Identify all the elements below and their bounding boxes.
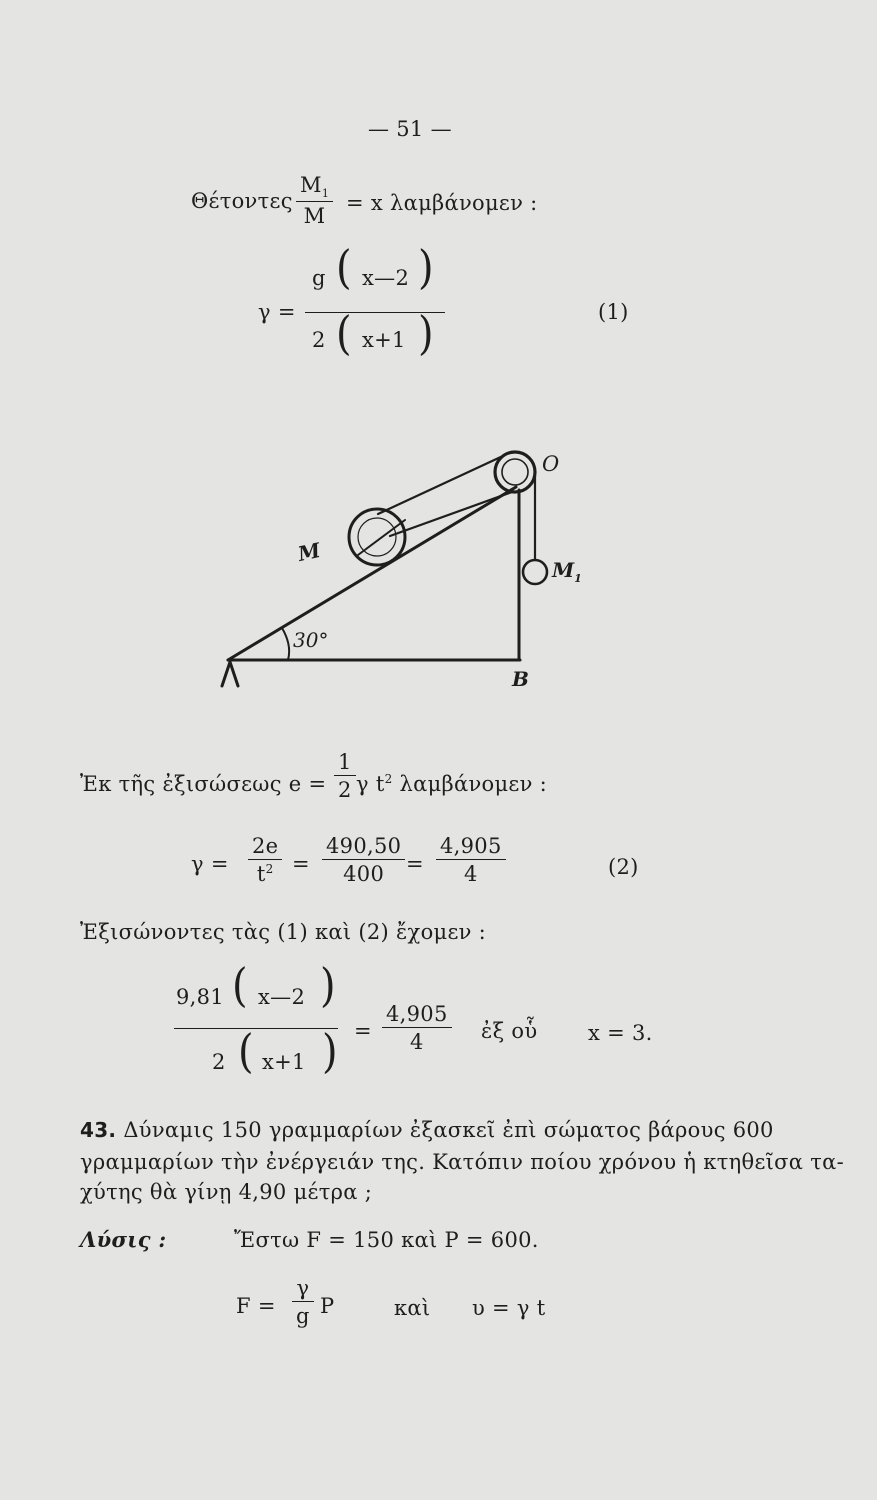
eq1-den-paren-content: x+1 [362, 328, 406, 352]
eq3-num-coef: 9,81 [176, 985, 224, 1009]
from-eq-tail: λαμβάνομεν : [392, 772, 548, 796]
label-O: O [542, 452, 560, 476]
problem-number: 43. [80, 1118, 117, 1142]
one-half-numerator: 1 [338, 750, 352, 774]
solution-label: Λύσις : [80, 1227, 167, 1252]
eq1-den-paren-close: ) [418, 307, 434, 361]
mass-ratio-numerator: M [300, 173, 322, 197]
eq2-fraction-2 [322, 834, 405, 886]
from-eq-superscript: 2 [384, 772, 393, 786]
problem-line-1 [80, 1118, 774, 1142]
mass-M1 [523, 560, 547, 584]
rope-upper [378, 455, 505, 514]
one-half-fraction [334, 750, 356, 802]
formula-numerator: γ [296, 1276, 310, 1300]
eq3-from: ἐξ οὗ [481, 1019, 538, 1043]
angle-arc [282, 628, 289, 660]
eq2-f3-numerator: 4,905 [440, 834, 502, 858]
angle-label: 30° [293, 628, 329, 652]
formula-rhs: υ = γ t [472, 1296, 546, 1320]
incline-slope [228, 487, 516, 660]
page-number: — 51 — [368, 117, 452, 141]
formula-and: καὶ [394, 1296, 431, 1320]
formula-denominator: g [296, 1304, 310, 1328]
eq3-num-paren-open: ( [232, 959, 248, 1013]
eq3-equals: = [354, 1019, 372, 1043]
eq1-num-paren-open: ( [336, 241, 352, 295]
from-eq-rest [356, 772, 547, 796]
eq3-den-paren-open: ( [238, 1025, 254, 1079]
eq2-fraction-1 [248, 834, 282, 886]
eq3-right-fraction [382, 1002, 452, 1054]
label-M1 [552, 558, 582, 585]
point-A-mark [222, 662, 238, 686]
mass-ratio-denominator: M [303, 204, 326, 229]
label-B: B [512, 667, 529, 691]
label-A [222, 688, 223, 689]
formula-lhs: F = [236, 1294, 276, 1318]
from-eq-lead: Ἐκ τῆς ἐξισώσεως e = [80, 772, 327, 796]
eq2-f2-numerator: 490,50 [326, 834, 402, 858]
eq2-lhs: γ = [191, 852, 229, 876]
eq1-den-paren-open: ( [336, 307, 352, 361]
eq3-den-coef: 2 [212, 1050, 226, 1074]
eq2-fraction-3 [436, 834, 506, 886]
intro-rest: = x λαμβάνομεν : [346, 191, 538, 215]
mass-ratio-numerator-subscript: 1 [321, 187, 330, 201]
eq1-den-coef: 2 [312, 328, 326, 352]
eq3-num-paren-content: x—2 [258, 985, 306, 1009]
eq1-label: (1) [598, 300, 629, 324]
eq2-f1-denominator [253, 860, 278, 886]
eq2-f1-numerator: 2e [252, 834, 279, 858]
intro-lead: Θέτοντες [191, 189, 293, 213]
eq2-f1-den-base: t [256, 862, 266, 886]
eq3-r-denominator: 4 [409, 1030, 424, 1054]
formula-fraction [292, 1276, 314, 1328]
mass-ratio-fraction [296, 173, 333, 228]
eq1-num-paren-content: x—2 [362, 266, 410, 290]
problem-line-2: γραμμαρίων τὴν ἐνέργειάν της. Κατόπιν ποίου χρόνου ἡ κτηθεῖσα τα- [80, 1150, 845, 1174]
eq2-equals-a: = [292, 852, 310, 876]
eq2-f3-denominator: 4 [463, 862, 478, 886]
eq3-num-paren-close: ) [320, 959, 336, 1013]
equating-line: Ἐξισώνοντες τὰς (1) καὶ (2) ἔχομεν : [80, 920, 487, 944]
eq3-den-paren-content: x+1 [262, 1050, 306, 1074]
eq3-den-paren-close: ) [322, 1025, 338, 1079]
solution-text: Ἔστω F = 150 καὶ P = 600. [234, 1228, 539, 1252]
eq3-r-numerator: 4,905 [386, 1002, 448, 1026]
eq3-fraction-bar [174, 1028, 338, 1029]
label-M1-main: M [552, 558, 575, 582]
eq1-lhs: γ = [258, 300, 296, 324]
rope-lower [390, 492, 512, 536]
formula-p: P [320, 1294, 335, 1318]
pulley [495, 452, 535, 492]
from-eq-gamma-t: γ t [356, 772, 385, 796]
eq1-num-g: g [312, 266, 326, 290]
problem-text-1: Δύναμις 150 γραμμαρίων ἐξασκεῖ ἐπὶ σώματος βάρους 600 [123, 1118, 774, 1142]
label-M1-subscript: 1 [574, 572, 582, 585]
problem-line-3: χύτης θὰ γίνῃ 4,90 μέτρα ; [80, 1180, 373, 1204]
eq2-f1-den-sup: 2 [265, 862, 274, 876]
mass-M [349, 509, 405, 565]
one-half-denominator: 2 [338, 778, 352, 802]
eq1-num-paren-close: ) [418, 241, 434, 295]
eq2-f2-denominator: 400 [343, 862, 385, 886]
eq3-result: x = 3. [588, 1021, 653, 1045]
label-M: M [295, 537, 323, 567]
eq2-label: (2) [608, 855, 639, 879]
eq2-equals-b: = [406, 852, 424, 876]
